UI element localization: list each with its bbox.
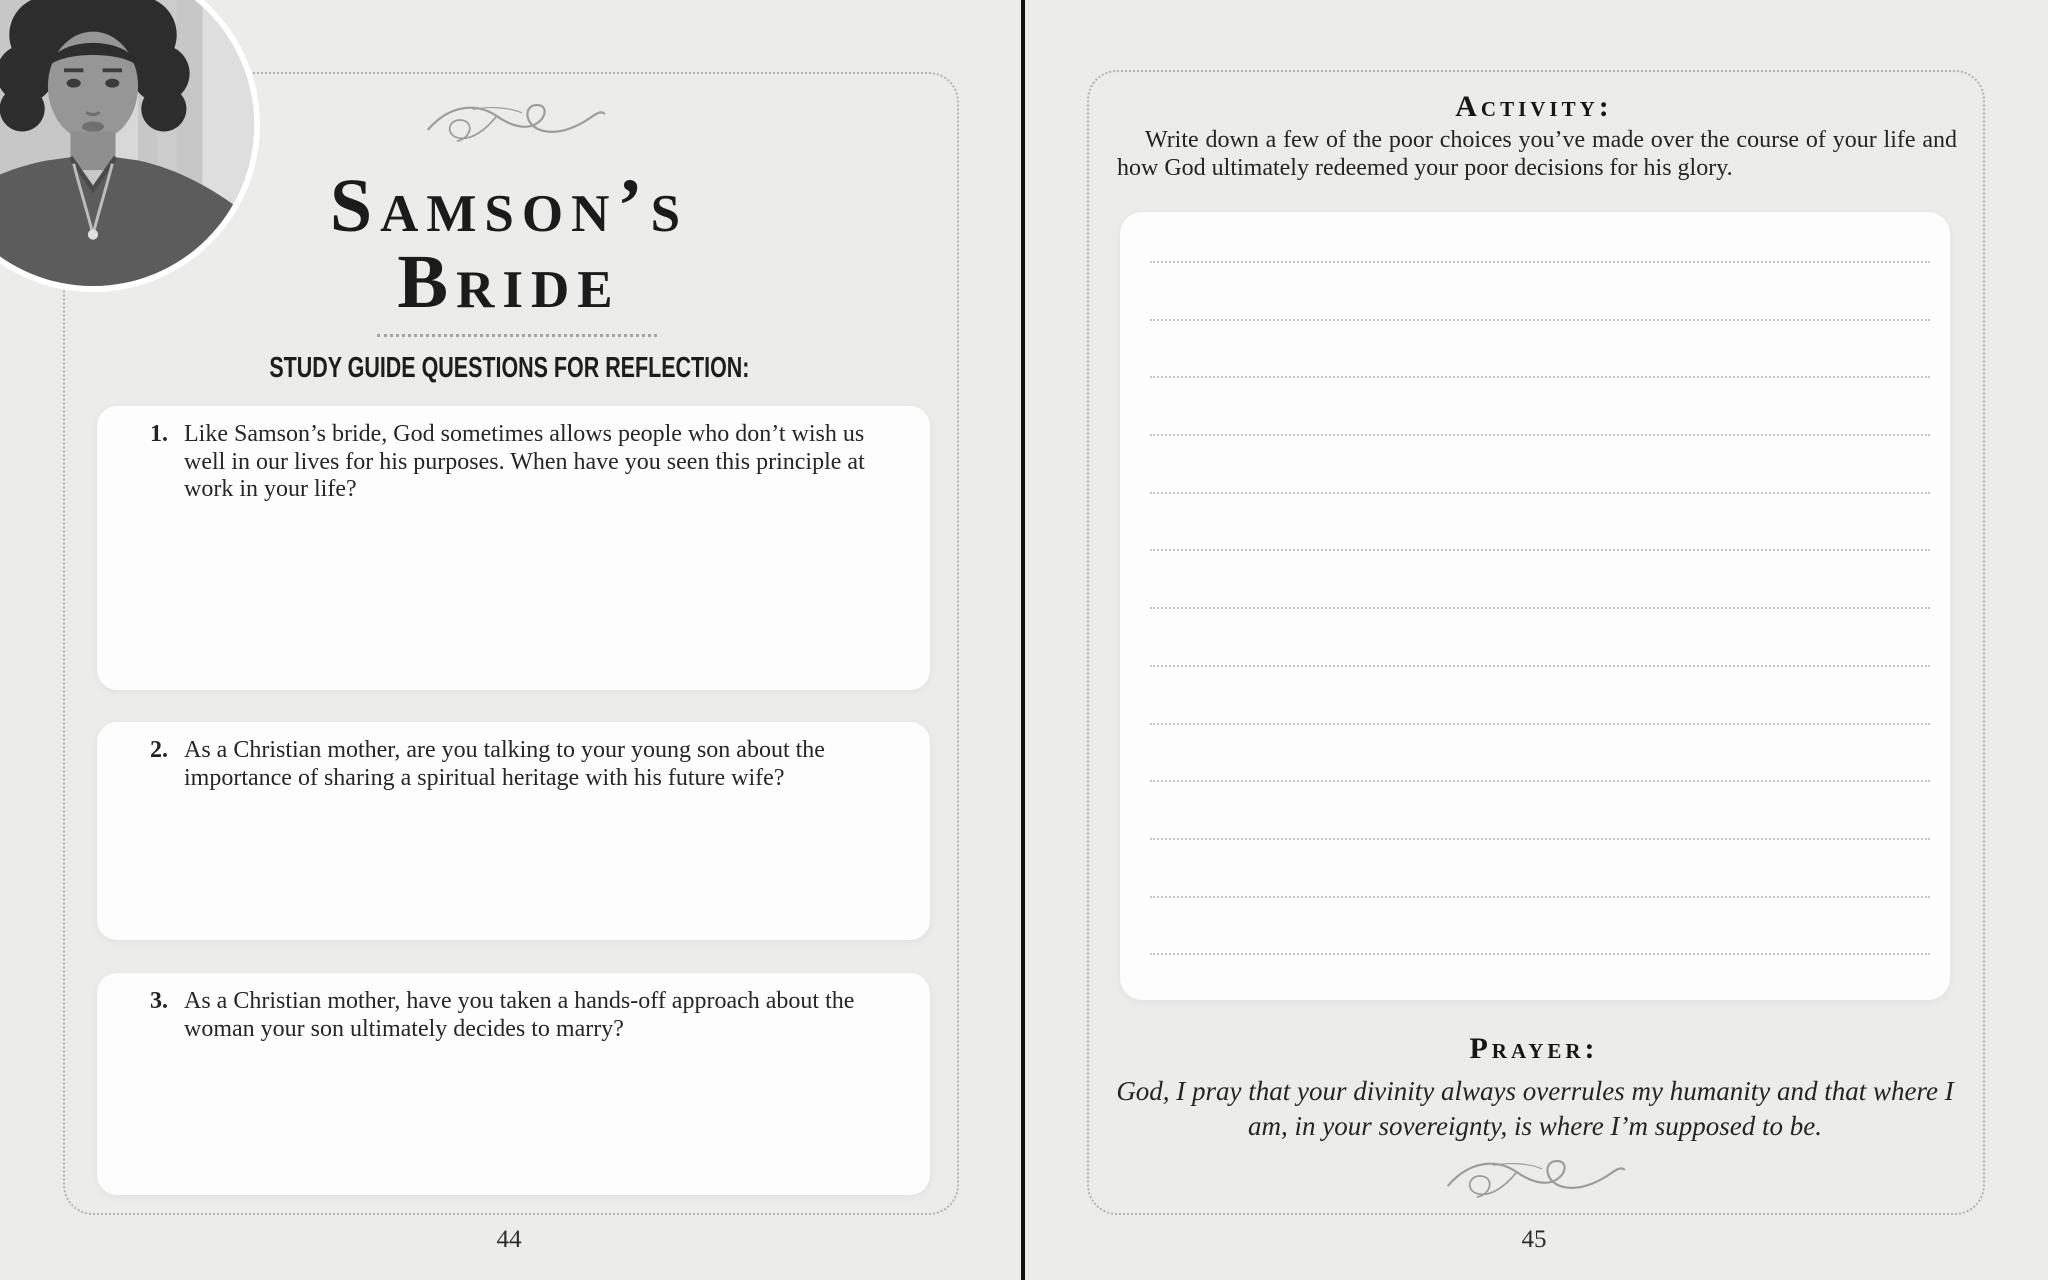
writing-line bbox=[1150, 725, 1930, 783]
question-text: As a Christian mother, are you talking to your young son about the importance of sharing a spiritual heritage with his future wife? bbox=[184, 737, 825, 791]
page-title-line2: Bride bbox=[397, 240, 621, 324]
writing-line bbox=[1150, 898, 1930, 956]
activity-heading: Activity: bbox=[1455, 90, 1613, 123]
title-dotted-underline bbox=[377, 308, 657, 337]
page-number-right: 45 bbox=[1521, 1226, 1547, 1253]
study-guide-subtitle: STUDY GUIDE QUESTIONS FOR REFLECTION: bbox=[268, 352, 750, 384]
writing-line bbox=[1150, 551, 1930, 609]
writing-line bbox=[1150, 840, 1930, 898]
page-title-line1: Samson’s bbox=[329, 164, 689, 248]
writing-area-card bbox=[1120, 212, 1950, 1000]
writing-line bbox=[1150, 378, 1930, 436]
question-number: 1. bbox=[150, 421, 168, 447]
writing-line bbox=[1150, 263, 1930, 321]
flourish-icon bbox=[1443, 1152, 1627, 1202]
writing-line bbox=[1150, 494, 1930, 552]
page-number-left: 44 bbox=[496, 1226, 522, 1253]
flourish-icon bbox=[423, 96, 607, 146]
question-card-3 bbox=[97, 973, 930, 1195]
writing-line bbox=[1150, 321, 1930, 379]
writing-lines bbox=[1150, 212, 1930, 955]
question-card-2 bbox=[97, 722, 930, 940]
question-number: 3. bbox=[150, 988, 168, 1014]
question-text: Like Samson’s bride, God sometimes allows people who don’t wish us well in our lives for his purposes. When have you seen this principle at work in your life? bbox=[184, 421, 865, 502]
prayer-text: God, I pray that your divinity always overrules my humanity and that where I am, in your sovereignty, is where I’m supposed to be. bbox=[1116, 1076, 1954, 1141]
writing-line bbox=[1150, 212, 1930, 263]
writing-line bbox=[1150, 609, 1930, 667]
prayer-heading: Prayer: bbox=[1469, 1032, 1599, 1065]
activity-description: Write down a few of the poor choices you’ve made over the course of your life and how God ultimately redeemed your poor decisions for his glory. bbox=[1117, 127, 1957, 181]
writing-line bbox=[1150, 782, 1930, 840]
question-card-1 bbox=[97, 406, 930, 690]
question-number: 2. bbox=[150, 737, 168, 763]
writing-line bbox=[1150, 436, 1930, 494]
writing-line bbox=[1150, 667, 1930, 725]
question-text: As a Christian mother, have you taken a hands-off approach about the woman your son ultimately decides to marry? bbox=[184, 988, 855, 1042]
page-gutter-divider bbox=[1021, 0, 1025, 1280]
